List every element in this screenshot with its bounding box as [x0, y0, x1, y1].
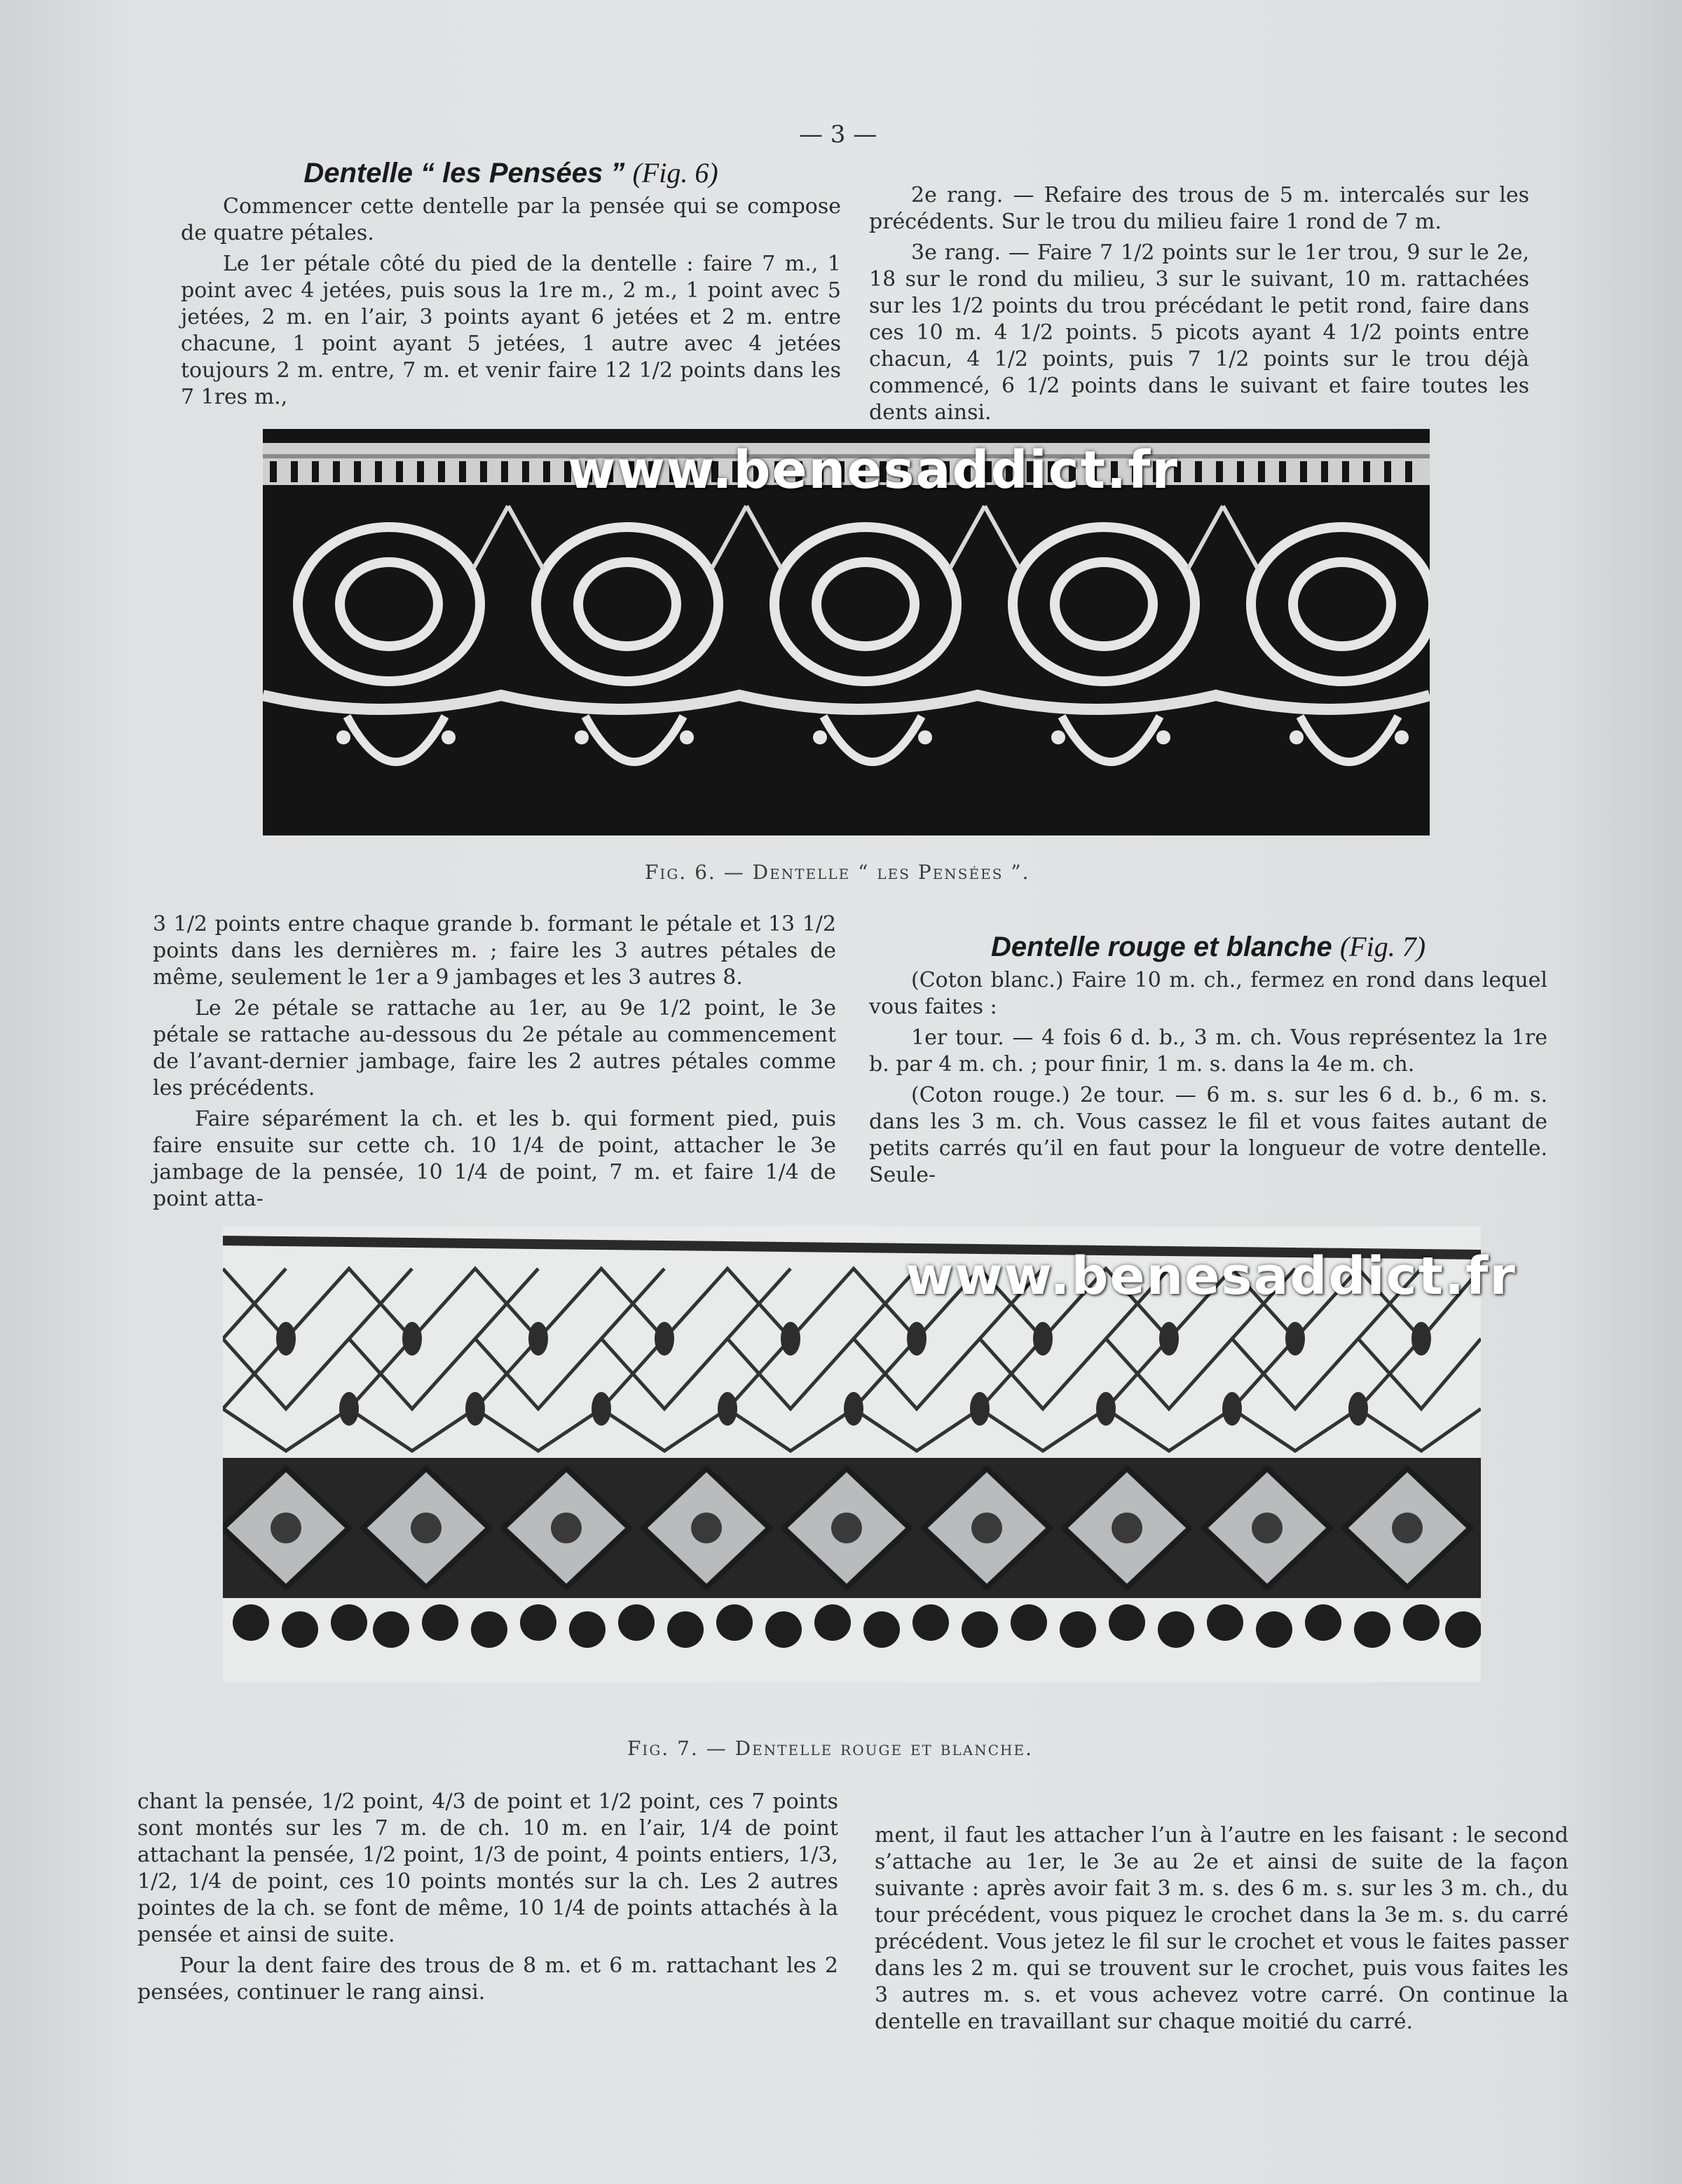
pansy-continuation-paragraph: Pour la dent faire des trous de 8 m. et 6 m. rattachant les 2 pensées, continuer le rang ainsi.	[137, 1953, 838, 2005]
section1-fig-ref: (Fig. 6)	[632, 157, 718, 189]
square-joining-paragraph: ment, il faut les attacher l’un à l’autre en les faisant : le second s’attache au 1er, le 3e au 2e et ainsi de suite de la façon suivante : après avoir fait 3 m. s. des 6 m. s. sur les 3 m. ch., du tour précédent, vous piquez le crochet dans la 3e m. s. du carré précédent. Vous jetez le fil sur le crochet et vous le faites passer dans les 2 m. qui se trouvent sur le crochet, puis vous faites les 3 autres m. s. et vous achevez votre carré. On continue la dentelle en travaillant sur chaque moitié du carré.	[875, 1823, 1568, 2034]
pansy-paragraph: 3 1/2 points entre chaque grande b. formant le pétale et 13 1/2 points dans les dernières m. ; faire les 3 autres pétales de même, seulement le 1er a 9 jambages et les 3 autres 8.	[153, 912, 836, 990]
section2-fig-ref: (Fig. 7)	[1339, 931, 1426, 962]
pansy-continuation-paragraph: chant la pensée, 1/2 point, 4/3 de point et 1/2 point, ces 7 points sont montés sur les 7 m. de ch. 10 m. en l’air, 1/4 de point attachant la pensée, 1/2 point, 1/3 de point, 4 points entiers, 1/3, 1/2, 1/4 de point, ces 10 points montés sur la ch. Les 2 autres pointes de la ch. se font de même, 10 1/4 de points attachés à la pensée et ainsi de suite.	[137, 1789, 838, 1947]
pansy-paragraph: Le 2e pétale se rattache au 1er, au 9e 1/2 point, le 3e pétale se rattache au-dessous du 2e pétale au commencement de l’avant-dernier jambage, faire les 2 autres pétales comme les précédents.	[153, 996, 836, 1100]
page-number: — 3 —	[799, 121, 877, 149]
figure-6-caption: Fig. 6. — Dentelle “ les Pensées ”.	[645, 861, 1030, 884]
section1-paragraph: Le 1er pétale côté du pied de la dentelle : faire 7 m., 1 point avec 4 jetées, puis sous la 1re m., 2 m., 1 point avec 5 jetées, 2 m. en l’air, 3 points ayant 6 jetées et 2 m. entre chacune, 1 point ayant 5 jetées, 1 autre avec 4 jetées toujours 2 m. entre, 7 m. et venir faire 12 1/2 points dans les 7 1res m.,	[181, 252, 841, 409]
pansy-paragraph: Faire séparément la ch. et les b. qui forment pied, puis faire ensuite sur cette ch. 10 1/4 de point, attacher le 3e jambage de la pensée, 10 1/4 de point, 7 m. et faire 1/4 de point atta-	[153, 1107, 836, 1211]
section1-column	[181, 157, 841, 415]
row-2-instructions: 2e rang. — Refaire des trous de 5 m. intercalés sur les précédents. Sur le trou du milieu faire 1 rond de 7 m.	[869, 183, 1529, 234]
section1-title: Dentelle “ les Pensées ”	[303, 158, 625, 189]
row-instructions-column	[869, 182, 1529, 430]
section2-paragraph: 1er tour. — 4 fois 6 d. b., 3 m. ch. Vous représentez la 1re b. par 4 m. ch. ; pour finir, 1 m. s. dans la 4e m. ch.	[869, 1025, 1547, 1077]
section2-paragraph: (Coton blanc.) Faire 10 m. ch., fermez en rond dans lequel vous faites :	[869, 968, 1547, 1019]
row-3-instructions: 3e rang. — Faire 7 1/2 points sur le 1er trou, 9 sur le 2e, 18 sur le rond du milieu, 3 sur le suivant, 10 m. rattachées sur les 1/2 points du trou précédant le petit rond, faire dans ces 10 m. 4 1/2 points. 5 picots ayant 4 1/2 points entre chacun, 4 1/2 points, puis 7 1/2 points sur le trou déjà commencé, 6 1/2 points dans le suivant et faire toutes les dents ainsi.	[869, 240, 1529, 425]
watermark-2: www.benesaddict.fr	[905, 1246, 1517, 1306]
section1-heading	[181, 157, 841, 189]
pansy-continuation-column	[137, 1789, 838, 2010]
figure-7-caption: Fig. 7. — Dentelle rouge et blanche.	[627, 1737, 1033, 1760]
section2-heading	[869, 931, 1547, 962]
section2-column	[869, 931, 1547, 1193]
square-joining-column	[875, 1822, 1568, 2040]
section1-paragraph: Commencer cette dentelle par la pensée qui se compose de quatre pétales.	[181, 194, 841, 245]
watermark-1: www.benesaddict.fr	[568, 440, 1179, 500]
section2-paragraph: (Coton rouge.) 2e tour. — 6 m. s. sur les 6 d. b., 6 m. s. dans les 3 m. ch. Vous cassez le fil et vous faites autant de petits carrés qu’il en faut pour la longueur de votre dentelle. Seule-	[869, 1083, 1547, 1187]
section2-title: Dentelle rouge et blanche	[990, 931, 1332, 962]
pansy-instructions-column	[153, 911, 836, 1217]
